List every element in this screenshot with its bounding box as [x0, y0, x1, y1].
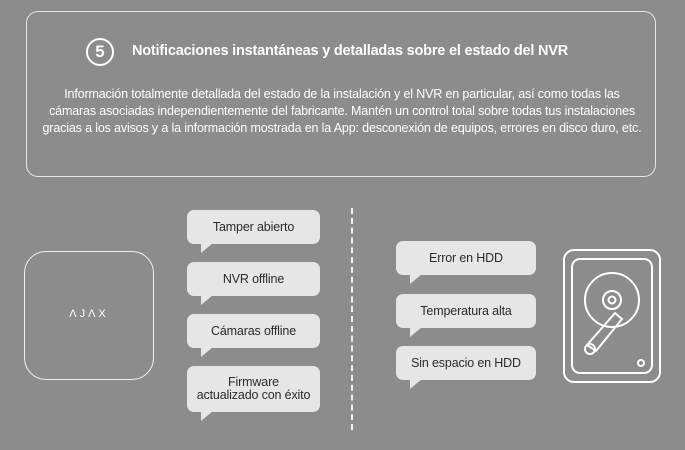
notification-cameras-offline: Cámaras offline: [187, 314, 320, 348]
dashed-divider: [351, 208, 353, 430]
hard-drive-icon: [563, 249, 661, 383]
notification-hdd-error: Error en HDD: [396, 241, 536, 275]
notification-nvr-offline: NVR offline: [187, 262, 320, 296]
notification-firmware-updated: Firmware actualizado con éxito: [187, 366, 320, 412]
step-number-badge: 5: [86, 38, 114, 66]
ajax-hub-icon: [24, 251, 154, 380]
notification-tamper-open: Tamper abierto: [187, 210, 320, 244]
notification-hdd-full: Sin espacio en HDD: [396, 346, 536, 380]
notification-high-temperature: Temperatura alta: [396, 294, 536, 328]
section-title: Notificaciones instantáneas y detalladas sobre el estado del NVR: [132, 43, 569, 59]
ajax-logo: ΛJΛX: [69, 308, 109, 320]
section-description: Información totalmente detallada del estado de la instalación y el NVR en particular, así como todas las cámaras asociadas independientemente del fabricante. Mantén un control total sobre todas tus instalaciones gracias a los avisos y a la información mostrada en la App: desconexión de equipos, errores en disco duro, etc.: [42, 87, 642, 135]
